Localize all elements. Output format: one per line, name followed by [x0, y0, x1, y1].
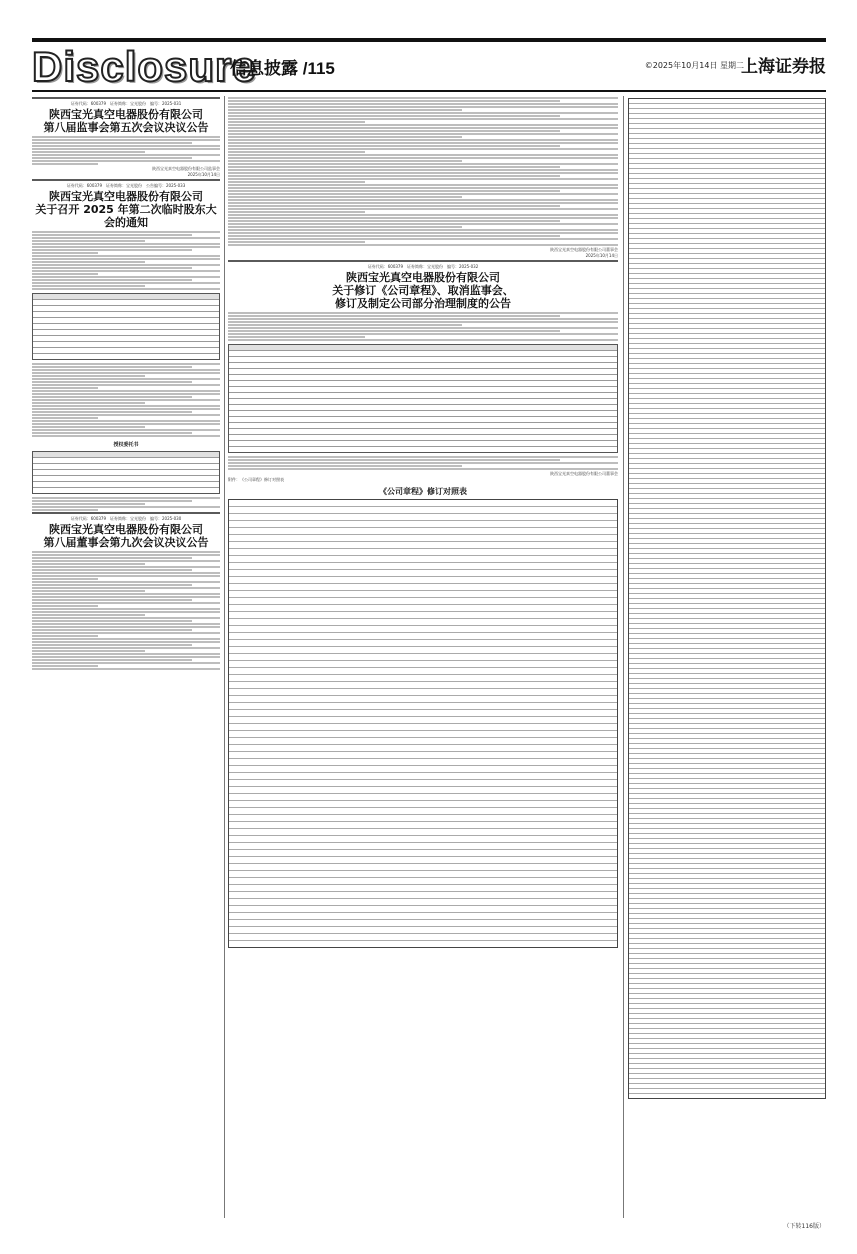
proxy-table: [32, 451, 220, 494]
article-rule: [32, 179, 220, 181]
article-rule: [32, 97, 220, 99]
comparison-title: 《公司章程》修订对照表: [379, 487, 467, 496]
announcement-title: [32, 523, 220, 549]
code-line: 证券代码：600379 证券简称：宝光股份 编号：2025-030: [70, 516, 182, 521]
masthead: [32, 43, 826, 90]
signature: 陕西宝光真空电器股份有限公司监事会: [152, 166, 220, 171]
title-line: 第八届监事会第五次会议决议公告: [43, 121, 209, 134]
newspaper-logo: 上海证券报: [741, 57, 826, 77]
sign-date: 2025年10月14日: [187, 172, 220, 177]
title-line: 陕西宝光真空电器股份有限公司: [49, 523, 203, 536]
agenda-table: [32, 293, 220, 360]
table-caption: 附件：《公司章程》修订对照表: [228, 477, 284, 482]
column-right: [628, 96, 826, 1218]
code-line: 证券代码：600379 证券简称：宝光股份 编号：2025-031: [70, 101, 182, 106]
column-divider: [224, 96, 225, 1218]
title-line: 陕西宝光真空电器股份有限公司: [49, 190, 203, 203]
signature: 陕西宝光真空电器股份有限公司董事会: [550, 471, 618, 476]
continued-marker: （下转116版）: [783, 1223, 825, 1230]
comparison-table-continued: [628, 98, 826, 1099]
top-rule: [32, 38, 826, 42]
title-line: 关于召开 2025 年第二次临时股东大会的通知: [35, 203, 217, 229]
signature: 陕西宝光真空电器股份有限公司董事会: [550, 247, 618, 252]
column-left: [32, 96, 220, 1218]
section-title-cn: 信息披露 /115: [230, 59, 335, 78]
article-rule: [228, 260, 618, 262]
column-middle: [228, 96, 618, 1218]
issue-date: ©2025年10月14日 星期二: [644, 61, 744, 70]
title-line: 陕西宝光真空电器股份有限公司: [49, 108, 203, 121]
title-line: 关于修订《公司章程》、取消监事会、: [332, 284, 514, 297]
rules-table: [228, 344, 618, 453]
sign-date: 2025年10月14日: [585, 253, 618, 258]
section-title-en: Disclosure: [32, 43, 257, 90]
announcement-title: [32, 190, 220, 229]
attachment-title: 授权委托书: [113, 442, 139, 448]
title-line: 陕西宝光真空电器股份有限公司: [346, 271, 500, 284]
comparison-table: [228, 499, 618, 948]
announcement-title: [228, 271, 618, 310]
title-line: 修订及制定公司部分治理制度的公告: [335, 297, 511, 310]
announcement-title: [32, 108, 220, 134]
article-rule: [32, 512, 220, 514]
title-line: 第八届董事会第九次会议决议公告: [43, 536, 209, 549]
header-rule: [32, 90, 826, 92]
code-line: 证券代码：600379 证券简称：宝光股份 公告编号：2025-033: [66, 183, 186, 188]
code-line: 证券代码：600379 证券简称：宝光股份 编号：2025-032: [367, 264, 479, 269]
column-divider: [623, 96, 624, 1218]
